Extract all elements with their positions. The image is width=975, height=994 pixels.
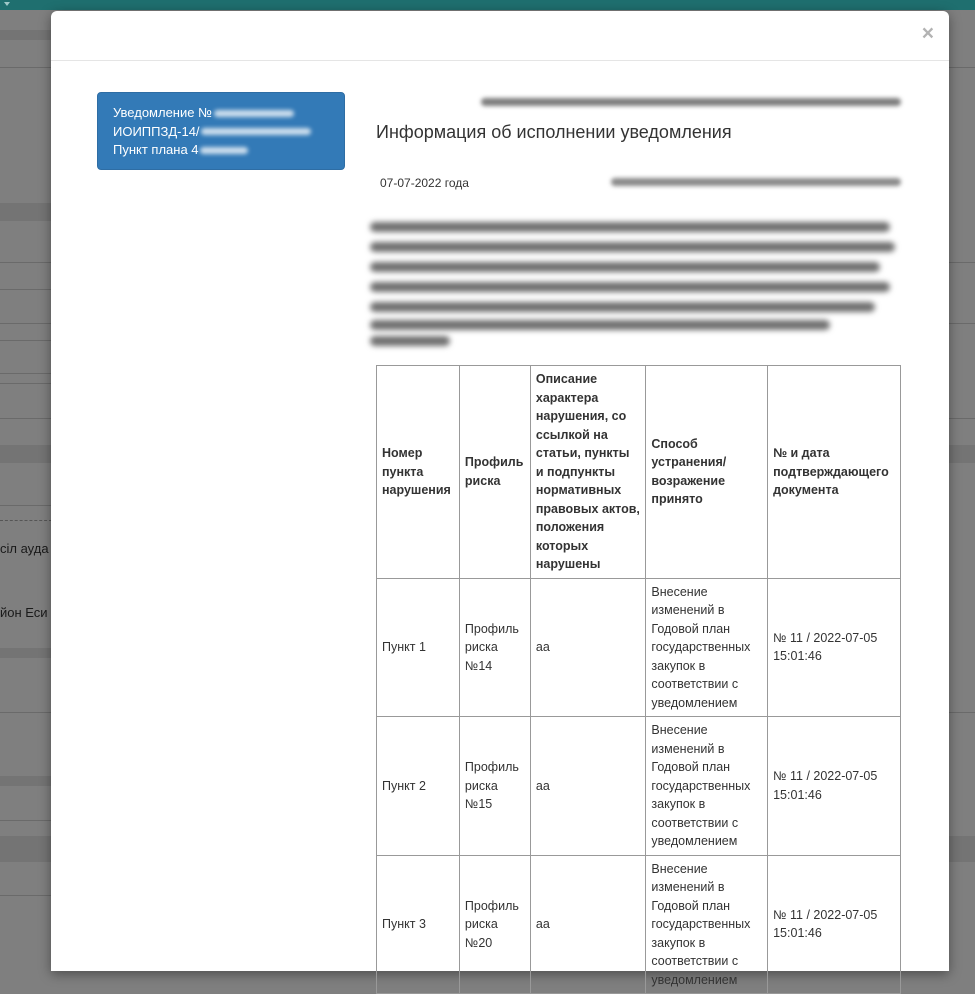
cell-description: аа [530,855,646,994]
document-date: 07-07-2022 года [380,176,469,190]
cell-point: Пункт 2 [377,717,460,856]
column-header-document: № и дата подтверждающего документа [768,366,901,579]
cell-point: Пункт 3 [377,855,460,994]
notification-number [113,104,329,123]
background-divider [0,383,52,384]
background-text: йон Еси [0,605,48,620]
redacted-header-text [481,98,901,106]
plan-item-label: Пункт плана 4 [113,142,199,157]
document-title: Информация об исполнении уведомления [376,122,732,142]
plan-item [113,141,329,160]
background-divider [0,418,52,419]
table-row [377,855,901,994]
column-header-point: Номер пункта нарушения [377,366,460,579]
background-divider [0,895,52,896]
background-band [948,445,975,463]
background-band [0,445,52,463]
redacted-text [200,147,248,154]
close-icon[interactable]: × [921,22,934,45]
table-row [377,717,901,856]
column-header-method: Способ устранения/ возражение принято [646,366,768,579]
cell-document: № 11 / 2022-07-05 15:01:46 [768,578,901,717]
background-divider [0,505,52,506]
background-divider [0,289,52,290]
column-header-description: Описание характера нарушения, со ссылкой на статьи, пункты и подпункты нормативных правовых актов, положения которых нарушены [530,366,646,579]
cell-document: № 11 / 2022-07-05 15:01:46 [768,717,901,856]
background-divider [948,712,975,713]
redacted-text [214,110,294,117]
notification-number-label: Уведомление № [113,105,213,120]
background-divider [0,67,52,68]
notification-code [113,123,329,142]
background-dashed-divider [0,520,52,521]
background-text: сіл ауда [0,541,49,556]
notification-modal [51,11,949,987]
redacted-text [201,128,311,135]
background-divider [948,67,975,68]
modal-header [51,11,949,61]
background-topbar [0,0,975,10]
cell-method: Внесение изменений в Годовой план государственных закупок в соответствии с уведомлением [646,578,768,717]
cell-description: аа [530,578,646,717]
cell-point: Пункт 1 [377,578,460,717]
caret-down-icon [4,2,10,6]
background-band [948,836,975,862]
cell-method: Внесение изменений в Годовой план государственных закупок в соответствии с уведомлением [646,855,768,994]
background-divider [0,712,52,713]
cell-risk: Профиль риска №14 [459,578,530,717]
column-header-risk: Профиль риска [459,366,530,579]
background-band [0,648,52,658]
violations-table [376,365,901,994]
cell-method: Внесение изменений в Годовой план государственных закупок в соответствии с уведомлением [646,717,768,856]
cell-description: аа [530,717,646,856]
background-band [0,836,52,862]
background-divider [948,323,975,324]
background-band [0,203,52,221]
cell-risk: Профиль риска №15 [459,717,530,856]
redacted-document-body [370,216,900,346]
background-band [0,30,52,40]
background-divider [948,262,975,263]
cell-risk: Профиль риска №20 [459,855,530,994]
table-row [377,578,901,717]
background-divider [0,820,52,821]
redacted-document-number [611,178,901,186]
background-divider [948,418,975,419]
background-divider [0,373,52,374]
background-band [0,776,52,786]
notification-code-label: ИОИППЗД-14/ [113,123,200,139]
table-header-row [377,366,901,579]
notification-card[interactable] [97,92,345,170]
cell-document: № 11 / 2022-07-05 15:01:46 [768,855,901,994]
background-divider [0,340,52,341]
background-divider [0,323,52,324]
background-divider [0,262,52,263]
